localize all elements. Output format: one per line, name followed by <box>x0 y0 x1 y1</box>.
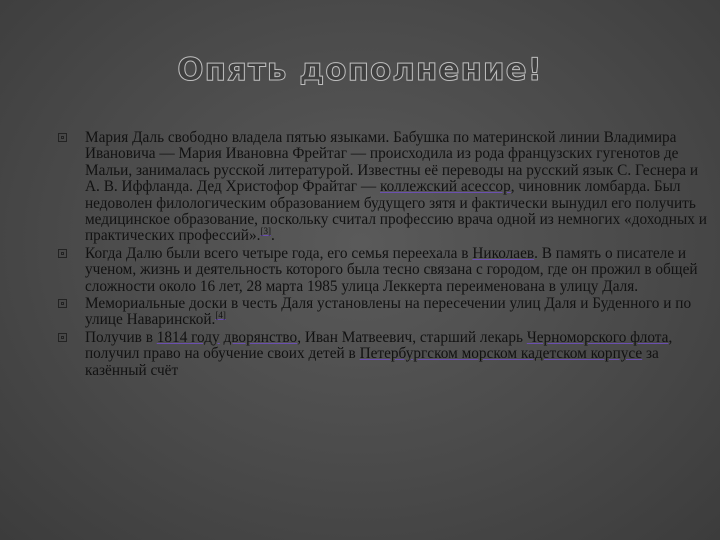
link-nobility[interactable]: дворянство <box>223 328 298 346</box>
list-item <box>58 130 708 245</box>
link-naval-cadet-corps[interactable]: Петербургском морском кадетском корпусе <box>359 345 643 363</box>
item-text: Когда Далю были всего четыре года, его семья переехала в <box>85 244 473 262</box>
item-text: , чиновник ломбарда. Был недоволен филологическим образованием будущего зятя и фактически вынудил его получить медицинское образование, поскольку считал профессию врача одной из немногих «доходных и практических профессий». <box>85 178 707 245</box>
square-bullet-icon <box>58 333 67 342</box>
link-1814-year[interactable]: 1814 году <box>156 328 220 346</box>
item-text: Получив в <box>85 328 157 346</box>
link-collegiate-assessor[interactable]: коллежский асессор <box>380 178 511 196</box>
item-text: Мемориальные доски в честь Даля установлены на пересечении улиц Даля и Буденного и по улице Наваринской. <box>85 295 692 329</box>
item-text: . В память о писателе и ученом, жизнь и деятельность которого была тесно связана с городом, где он прожил в общей сложности около 16 лет, 28 марта 1985 улица Леккерта переименована в улицу Даля. <box>85 244 698 295</box>
footnote-ref-link[interactable]: [4] <box>215 310 226 321</box>
link-nikolaev[interactable]: Николаев <box>472 244 535 262</box>
square-bullet-icon <box>58 133 67 142</box>
square-bullet-icon <box>58 249 67 258</box>
item-text: Мария Даль свободно владела пятью языками. Бабушка по материнской линии Владимира Ивановича — Мария Ивановна Фрейтаг — происходила из рода французских гугенотов де Мальи, занималась русской литературой. Известны её переводы на русский язык С. Геснера и А. В. Иффланда. Дед Христофор Фрайтаг — <box>85 129 699 196</box>
item-text: , получил право на обучение своих детей в <box>85 328 673 363</box>
footnote-ref-link[interactable]: [3] <box>260 226 271 237</box>
list-item <box>58 330 708 379</box>
item-text: , Иван Матвеевич, старший лекарь <box>297 328 527 346</box>
link-black-sea-fleet[interactable]: Черноморского флота <box>526 328 669 346</box>
square-bullet-icon <box>58 299 67 308</box>
item-text: . <box>270 227 275 245</box>
bullet-list <box>58 130 708 380</box>
item-text: за казённый счёт <box>85 345 659 379</box>
list-item <box>58 246 708 295</box>
list-item <box>58 296 708 329</box>
slide-title: Опять дополнение! <box>177 52 543 88</box>
